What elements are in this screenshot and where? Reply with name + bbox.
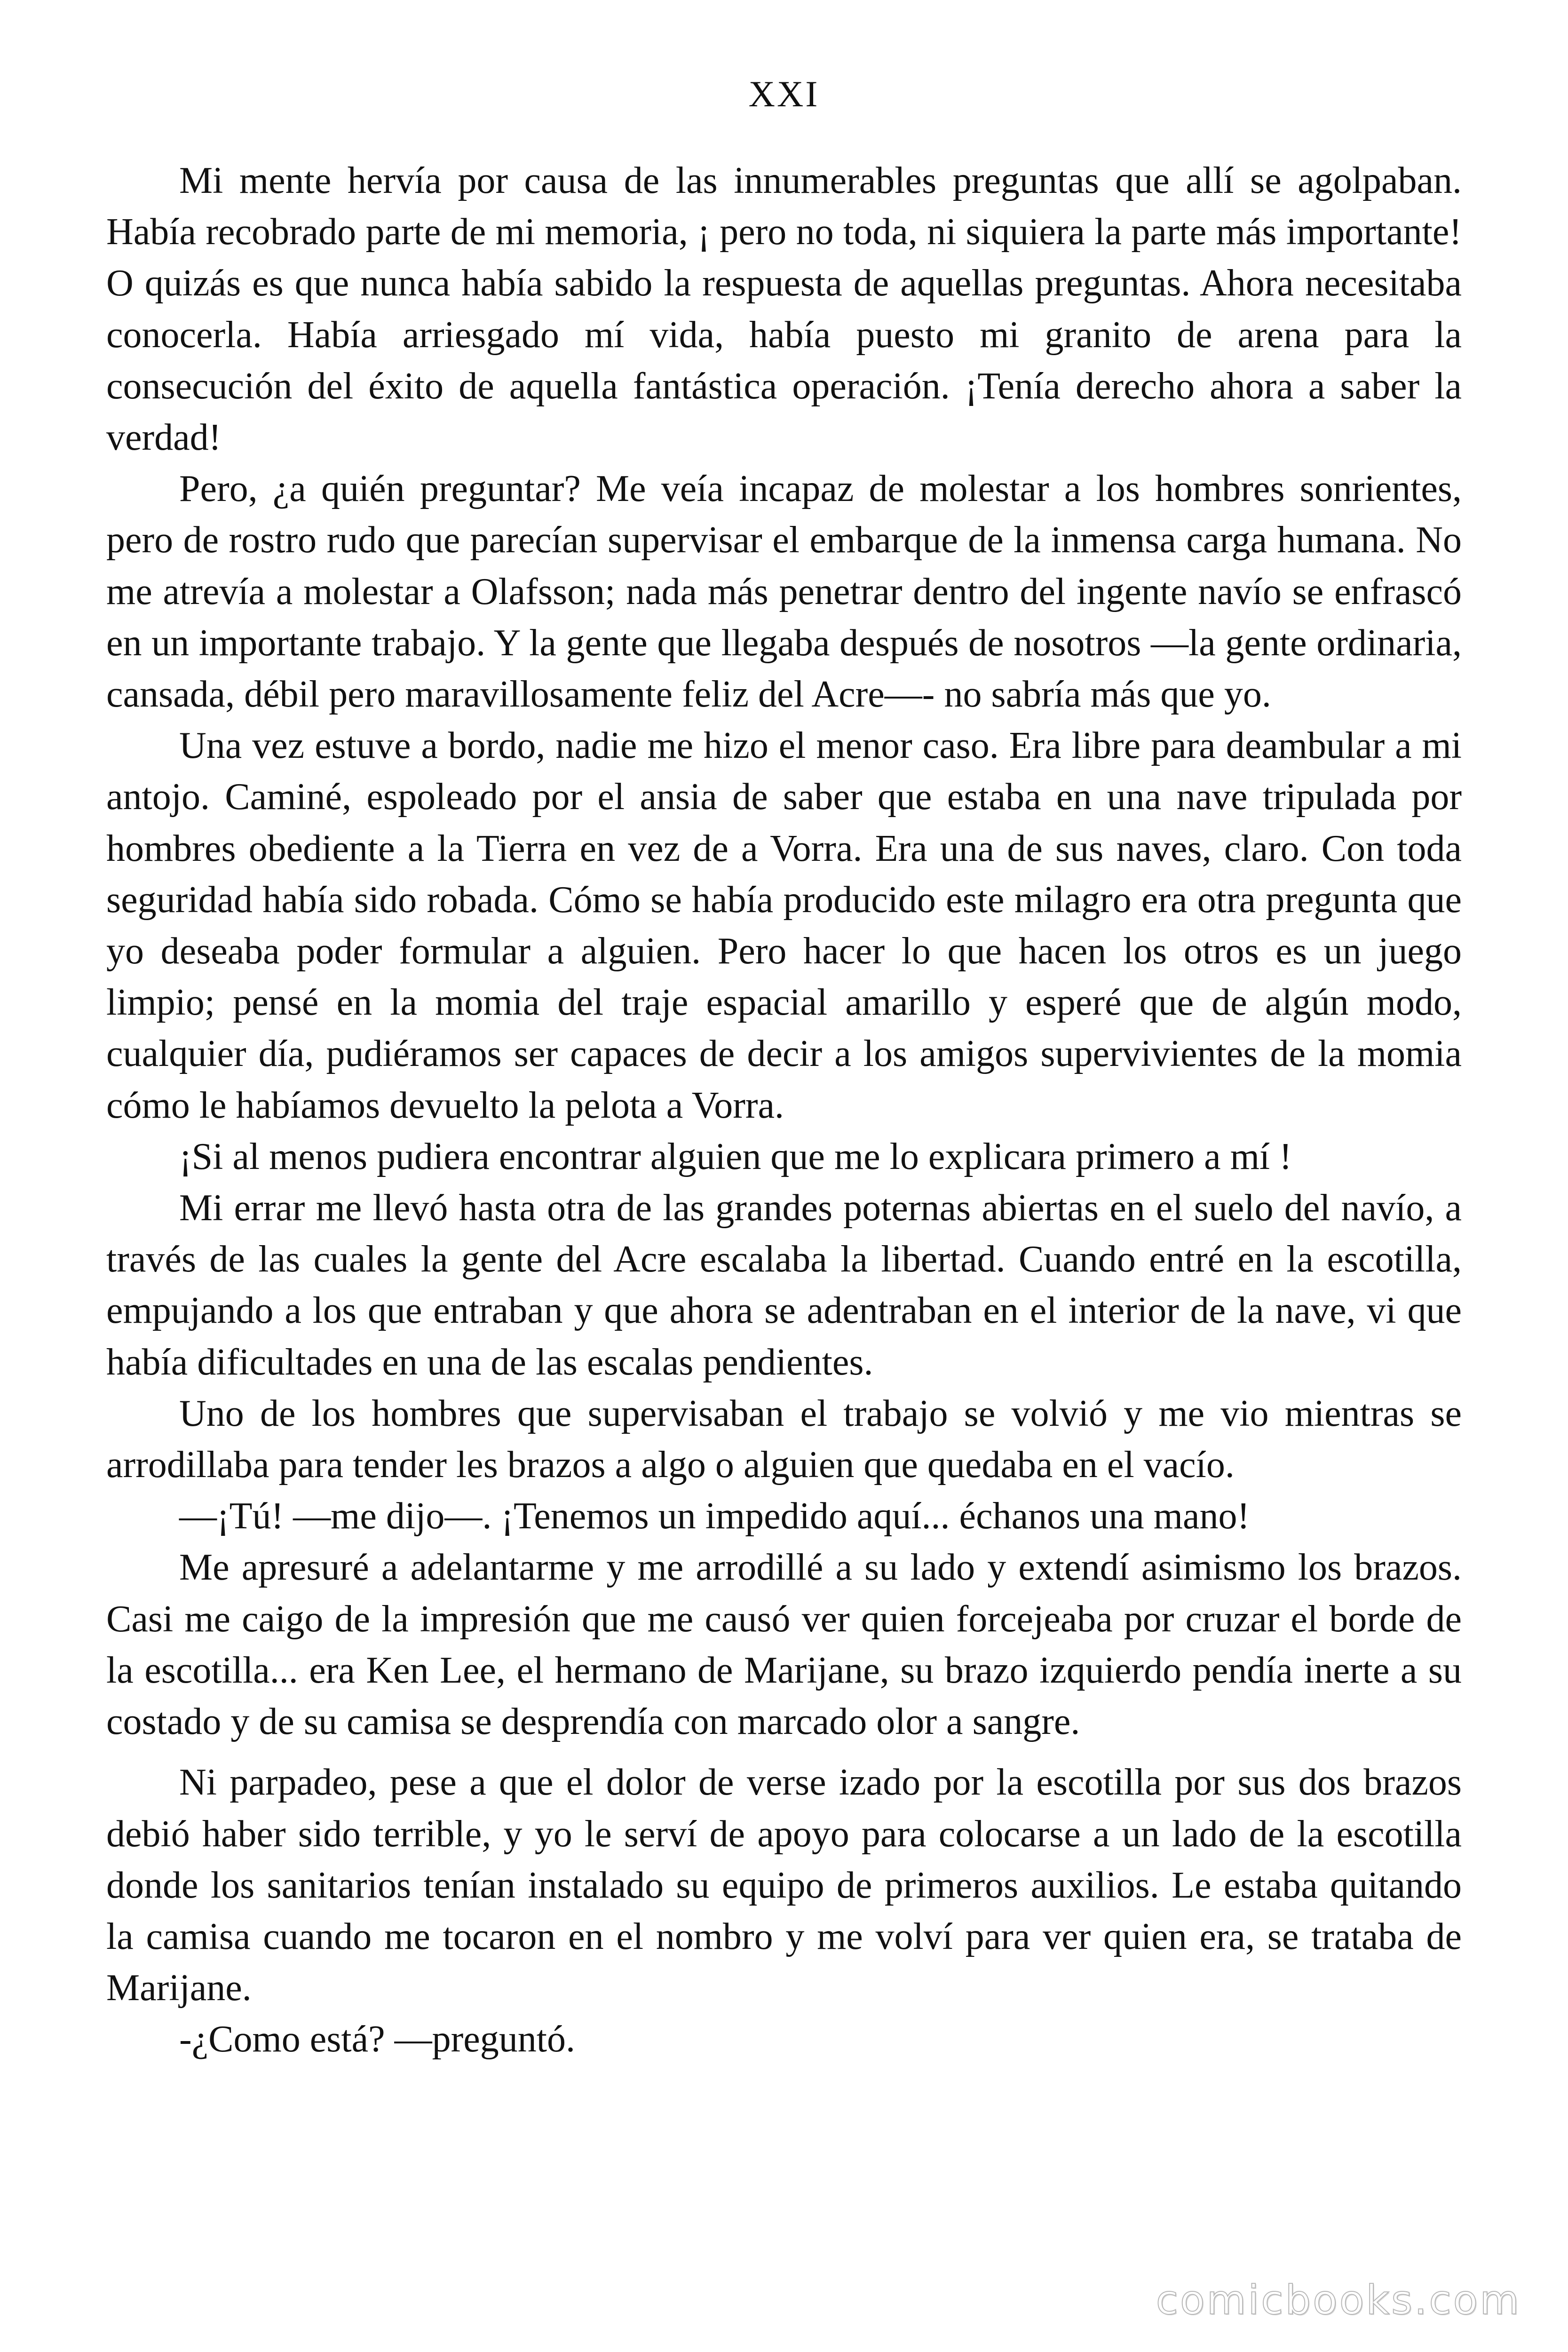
paragraph: Una vez estuve a bordo, nadie me hizo el menor caso. Era libre para deambular a mi antojo. Caminé, espoleado por el ansia de saber que estaba en una nave tripulada por hombres obediente a la Tierra en vez de a Vorra. Era una de sus naves, claro. Con toda seguridad había sido robada. Cómo se había producido este milagro era otra pregunta que yo deseaba poder formular a alguien. Pero hacer lo que hacen los otros es un juego limpio; pensé en la momia del traje espacial amarillo y esperé que de algún modo, cualquier día, pudiéramos ser capaces de decir a los amigos supervivientes de la momia cómo le habíamos devuelto la pelota a Vorra.	[106, 725, 1462, 1126]
watermark-logo: comicbooks.com	[1156, 2277, 1521, 2324]
paragraph: Uno de los hombres que supervisaban el trabajo se volvió y me vio mientras se arrodillaba para tender les brazos a algo o alguien que quedaba en el vacío.	[106, 1392, 1462, 1486]
paragraph: Mi mente hervía por causa de las innumerables preguntas que allí se agolpaban. Había recobrado parte de mi memoria, ¡ pero no toda, ni siquiera la parte más importante! O quizás es que nunca había sabido la respuesta de aquellas preguntas. Ahora necesitaba conocerla. Había arriesgado mí vida, había puesto mi granito de arena para la consecución del éxito de aquella fantástica operación. ¡Tenía derecho ahora a saber la verdad!	[106, 160, 1462, 459]
chapter-heading: XXI	[748, 73, 820, 114]
paragraph: Me apresuré a adelantarme y me arrodillé a su lado y extendí asimismo los brazos. Casi me caigo de la impresión que me causó ver quien forcejeaba por cruzar el borde de la escotilla... era Ken Lee, el hermano de Marijane, su brazo izquierdo pendía inerte a su costado y de su camisa se desprendía con marcado olor a sangre.	[106, 1547, 1462, 1743]
paragraph: —¡Tú! —me dijo—. ¡Tenemos un impedido aquí... échanos una mano!	[179, 1495, 1250, 1537]
paragraph: Mi errar me llevó hasta otra de las grandes poternas abiertas en el suelo del navío, a través de las cuales la gente del Acre escalaba la libertad. Cuando entré en la escotilla, empujando a los que entraban y que ahora se adentraban en el interior de la nave, vi que había dificultades en una de las escalas pendientes.	[106, 1187, 1462, 1383]
chapter-body	[106, 155, 1462, 2066]
paragraph: Ni parpadeo, pese a que el dolor de verse izado por la escotilla por sus dos brazos debió haber sido terrible, y yo le serví de apoyo para colocarse a un lado de la escotilla donde los sanitarios tenían instalado su equipo de primeros auxilios. Le estaba quitando la camisa cuando me tocaron en el nombro y me volví para ver quien era, se trataba de Marijane.	[106, 1762, 1462, 2009]
paragraph: -¿Como está? —preguntó.	[179, 2018, 575, 2060]
paragraph: Pero, ¿a quién preguntar? Me veía incapaz de molestar a los hombres sonrientes, pero de rostro rudo que parecían supervisar el embarque de la inmensa carga humana. No me atrevía a molestar a Olafsson; nada más penetrar dentro del ingente navío se enfrascó en un importante trabajo. Y la gente que llegaba después de nosotros —la gente ordinaria, cansada, débil pero maravillosamente feliz del Acre—- no sabría más que yo.	[106, 468, 1462, 715]
paragraph: ¡Si al menos pudiera encontrar alguien que me lo explicara primero a mí !	[179, 1136, 1292, 1177]
